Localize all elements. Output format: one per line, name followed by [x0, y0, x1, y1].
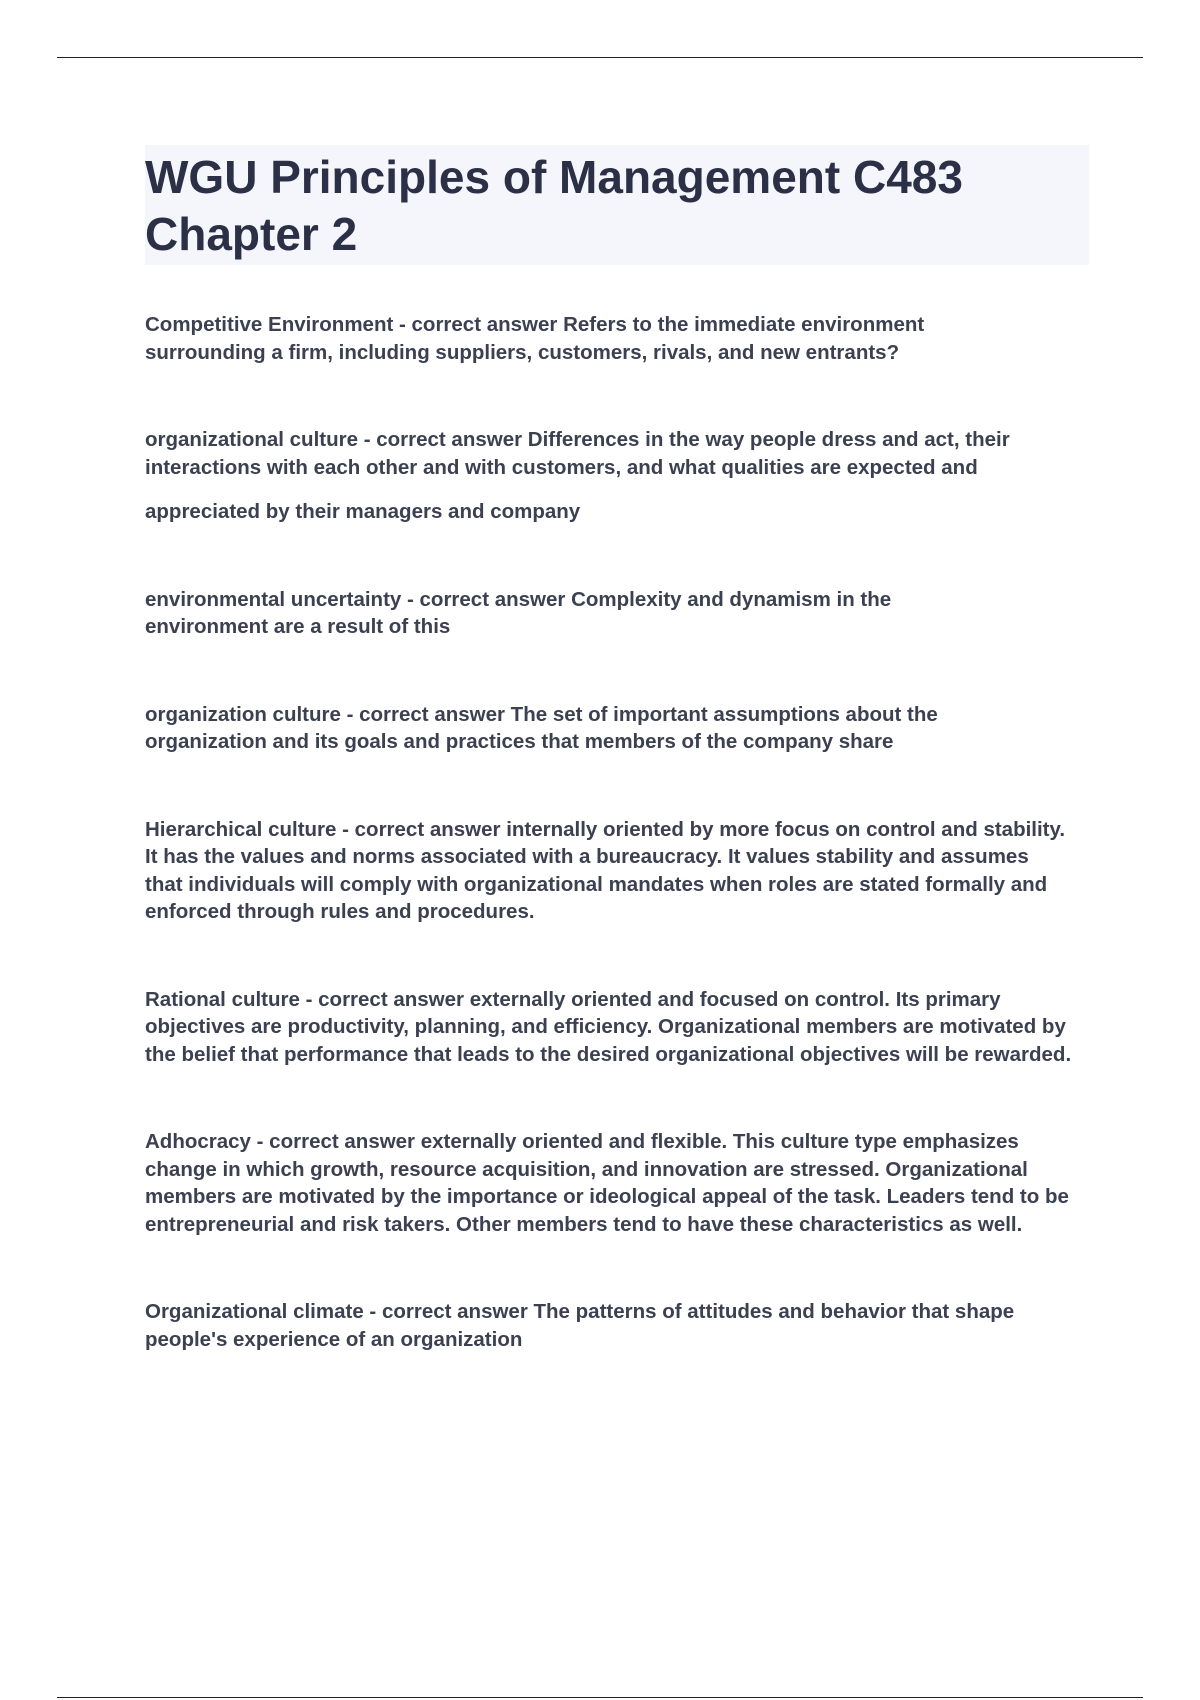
entry-answer: Differences in the way people dress and act, their interactions with each other and with customers, and what qualities are expected and	[145, 428, 1010, 479]
entry-answer: The set of important assumptions about the organization and its goals and practices that members of the company share	[145, 702, 938, 753]
entry-term: Hierarchical culture	[145, 817, 337, 841]
entry-term: Rational culture	[145, 987, 300, 1011]
entry-term: Organizational climate	[145, 1300, 364, 1323]
flashcard-entry	[145, 1298, 1089, 1353]
flashcard-entry	[145, 986, 1080, 1069]
flashcard-entry	[145, 586, 965, 641]
flashcard-entry	[145, 1128, 1089, 1238]
entry-answer: Refers to the immediate environment surrounding a firm, including suppliers, customers, rivals, and new entrants?	[145, 313, 925, 364]
document-body	[145, 145, 1089, 1413]
entry-separator: - correct answer	[401, 587, 572, 611]
flashcard-entry	[145, 816, 1070, 926]
entry-term: environmental uncertainty	[145, 587, 402, 611]
entry-answer: externally oriented and flexible. This culture type emphasizes change in which growth, resource acquisition, and innovation are stressed. Organizational members are motivated by the importance or ideological appeal of the task. Leaders tend to be entrepreneurial and risk takers. Other members tend to have these characteristics as well.	[145, 1130, 1069, 1236]
entry-separator: - correct answer	[358, 428, 528, 451]
entry-term: organizational culture	[145, 428, 358, 451]
entry-separator: - correct answer	[393, 313, 564, 336]
entry-separator: - correct answer	[363, 1300, 534, 1323]
entry-answer: internally oriented by more focus on control and stability. It has the values and norms associated with a bureaucracy. It values stability and assumes that individuals will comply with organizational mandates when roles are stated formally and enforced through rules and procedures.	[145, 817, 1066, 923]
flashcard-entry	[145, 311, 1005, 366]
entry-answer: Complexity and dynamism in the environment are a result of this	[145, 587, 892, 638]
entry-separator: - correct answer	[340, 702, 511, 726]
entry-separator: - correct answer	[336, 817, 507, 841]
entry-answer: externally oriented and focused on control. Its primary objectives are productivity, planning, and efficiency. Organizational members are motivated by the belief that performance that leads to the desired organizational objectives will be rewarded.	[145, 987, 1072, 1066]
entry-separator: - correct answer	[250, 1130, 421, 1153]
entry-answer: The patterns of attitudes and behavior that shape people's experience of an organization	[145, 1300, 1015, 1351]
flashcard-entry	[145, 426, 1089, 526]
title-block	[145, 145, 1089, 265]
entry-term: Adhocracy	[145, 1130, 251, 1153]
flashcard-entry	[145, 701, 1015, 756]
document-title: WGU Principles of Management C483 Chapter 2	[145, 151, 963, 260]
entry-term: organization culture	[145, 702, 341, 726]
entry-answer-continued: appreciated by their managers and company	[145, 500, 581, 523]
top-divider	[57, 57, 1143, 58]
bottom-divider	[57, 1697, 1143, 1698]
entry-term: Competitive Environment	[145, 313, 394, 336]
entry-separator: - correct answer	[299, 987, 470, 1011]
